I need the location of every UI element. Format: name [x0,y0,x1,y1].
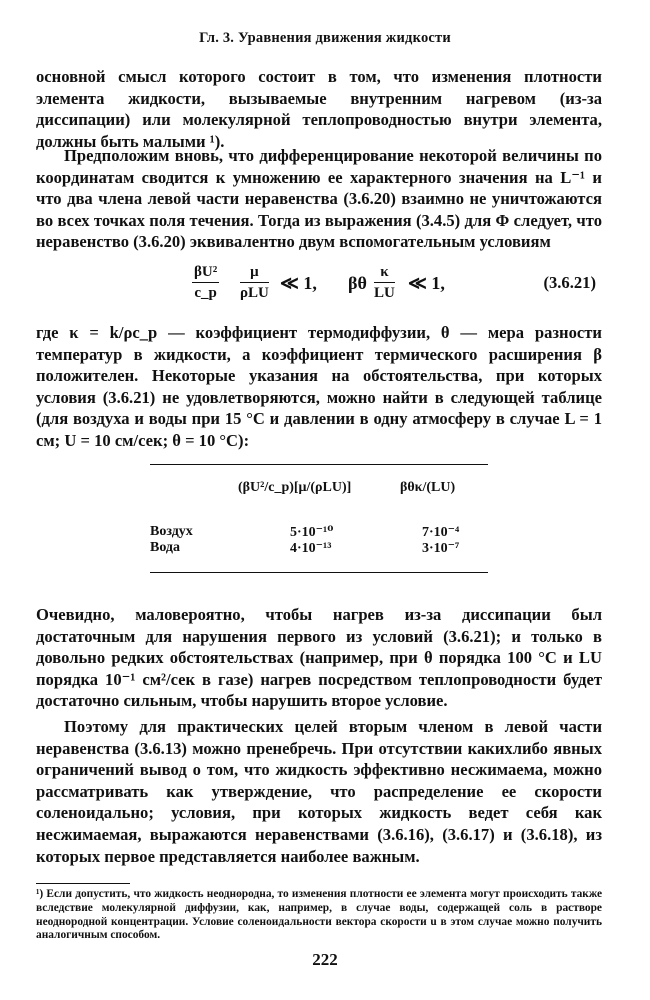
fraction-numerator: μ [240,262,269,283]
table-cell: 7·10⁻⁴ [422,525,460,540]
fraction-kappa-lu [374,262,395,303]
table-row-label: Воздух [150,524,193,539]
table-row-label: Вода [150,540,181,555]
table-cell: 5·10⁻¹⁰ [290,525,334,540]
footnote-rule [36,883,130,884]
table-top-rule [150,464,488,465]
paragraph-3: где κ = k/ρc_p — коэффициент термодиффузии, θ — мера разности температур в жидкости, а коэффициент термического расширения β положителен. Некоторые указания на обстоятельства, при которых условия (3.6.21) не удовлетворяются, можно найти в следующей таблице (для воздуха и воды при 15 °C и давлении в одну атмосферу в случае L = 1 см; U = 10 см/сек; θ = 10 °C): [36,323,602,450]
paragraph-5: Поэтому для практических целей вторым членом в левой части неравенства (3.6.13) можно пренебречь. При отсутствии какихлибо явных ограничений вывод о том, что жидкость эффективно несжимаема, можно рассматривать как утверждение, что распределение ее скорости соленоидально; условия, при которых жидкость ведет себя как несжимаемая, выражаются неравенствами (3.6.16), (3.6.17) и (3.6.18), из которых первое представляется наиболее важным. [36,717,602,866]
table-header-col2: βθκ/(LU) [400,480,456,495]
comparison-table [150,464,488,574]
fraction-mu-rho-lu [240,262,269,303]
paragraph-4: Очевидно, маловероятно, чтобы нагрев из-за диссипации был достаточным для нарушения первого из условий (3.6.21); и только в довольно редких обстоятельствах (например, при θ порядка 100 °C и LU порядка 10⁻¹ см²/сек в газе) нагрев посредством теплопроводности будет достаточно сильным, чтобы нарушить второе условие. [36,605,602,711]
fraction-denominator: ρLU [240,285,269,301]
table-bottom-rule [150,572,488,573]
table-header-col1: (βU²/c_p)[μ/(ρLU)] [238,480,352,495]
equation-3-6-21 [36,262,602,310]
paragraph-assumption [36,145,602,253]
footnote: ¹) Если допустить, что жидкость неоднородна, то изменения плотности ее элемента могут происходить также вследствие молекулярной диффузии, как, например, в случае воды, содержащей соль в растворе неоднородной концентрации. Условие соленоидальности вектора скорости u в этом случае можно получить аналогичным способом. [36,888,602,942]
table-cell: 4·10⁻¹³ [290,541,332,556]
fraction-numerator: κ [374,262,395,283]
paragraph-2: Предположим вновь, что дифференцирование некоторой величины по координатам сводится к умножению ее характерного значения на L⁻¹ и что два члена левой части неравенства (3.6.20) взаимно не уничтожаются во всех точках поля течения. Тогда из выражения (3.4.5) для Φ следует, что неравенство (3.6.20) эквивалентно двум вспомогательным условиям [36,146,602,252]
paragraph-practical [36,716,602,867]
running-header: Гл. 3. Уравнения движения жидкости [199,30,451,46]
table-cell: 3·10⁻⁷ [422,541,460,556]
beta-theta-symbol: βθ [348,273,367,293]
fraction-numerator: βU² [192,262,219,283]
paragraph-conclusion [36,604,602,712]
page-number: 222 [312,950,338,969]
inequality-much-less-2: ≪ 1, [408,273,445,293]
inequality-much-less-1: ≪ 1, [280,273,317,293]
paragraph-definitions [36,322,602,452]
equation-number: (3.6.21) [543,273,596,292]
fraction-beta-u2-cp [192,262,219,303]
fraction-denominator: LU [374,285,395,301]
paragraph-1: основной смысл которого состоит в том, что изменения плотности элемента жидкости, вызываемые внутренним нагревом (из-за диссипации) или молекулярной теплопроводностью внутри элемента, должны быть малыми ¹). [36,67,602,151]
paragraph-continuation [36,66,602,152]
fraction-denominator: c_p [194,285,217,301]
